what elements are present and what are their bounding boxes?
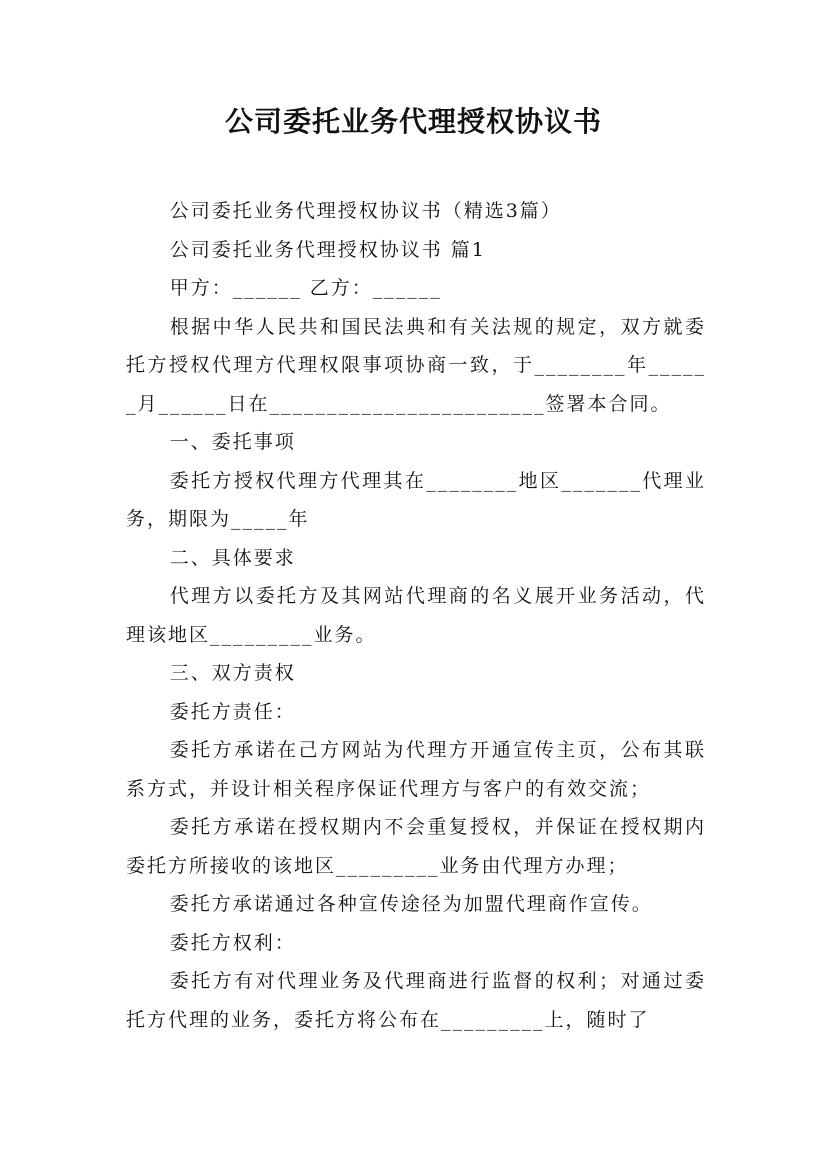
text-segment: 代理业务，期限为 bbox=[126, 469, 706, 530]
text-segment: 日在 bbox=[227, 392, 270, 415]
text-segment: 委托方授权代理方代理其在 bbox=[169, 469, 427, 492]
text-segment: 签署本合同。 bbox=[545, 392, 672, 415]
text-segment: 月 bbox=[137, 392, 159, 415]
text-segment: 年 bbox=[288, 508, 310, 530]
paragraph-principal-duty-2 bbox=[126, 808, 706, 885]
text-segment: 委托方有对代理业务及代理商进行监督的权利；对通过委托方代理的业务，委托方将公布在 bbox=[126, 970, 706, 1031]
paragraph-entrusted-matters bbox=[126, 462, 706, 539]
paragraph-principal-duty-1: 委托方承诺在己方网站为代理方开通宣传主页，公布其联系方式，并设计相关程序保证代理方与客户的有效交流； bbox=[126, 739, 706, 800]
party-a-label: 甲方： bbox=[169, 277, 233, 299]
text-segment: 业务由代理方办理； bbox=[439, 854, 629, 877]
text-segment: 地区 bbox=[518, 469, 562, 492]
place-blank: ________________________ bbox=[269, 392, 546, 415]
paragraph-heading-requirements: 二、具体要求 bbox=[169, 546, 296, 569]
text-segment: 代理方以委托方及其网站代理商的名义展开业务活动，代理该地区 bbox=[126, 585, 706, 646]
text-segment: 上，随时了 bbox=[544, 1008, 650, 1031]
month-blank: ______ bbox=[126, 354, 706, 415]
paragraph-principal-rights bbox=[126, 962, 706, 1039]
paragraph-principal-duty-3: 委托方承诺通过各种宣传途径为加盟代理商作宣传。 bbox=[169, 893, 653, 915]
text-segment: 根据中华人民共和国民法典和有关法规的规定，双方就委托方授权代理方代理权限事项协商一致，于 bbox=[126, 315, 706, 376]
region-blank: ________ bbox=[426, 469, 519, 492]
party-b-blank: ______ bbox=[372, 277, 442, 299]
text-segment: 年 bbox=[626, 354, 649, 376]
publish-location-blank: _________ bbox=[441, 1008, 545, 1031]
text-segment: 委托方承诺在授权期内不会重复授权，并保证在授权期内委托方所接收的该地区 bbox=[126, 816, 706, 877]
paragraph-section-heading: 公司委托业务代理授权协议书 篇1 bbox=[169, 238, 486, 261]
term-blank: _____ bbox=[231, 508, 289, 530]
region-business-blank: _________ bbox=[210, 623, 314, 646]
paragraph-heading-entrusted-matters: 一、委托事项 bbox=[169, 431, 296, 453]
document-body bbox=[126, 192, 706, 1039]
text-segment: 业务。 bbox=[313, 623, 377, 646]
region-business-blank: _________ bbox=[336, 854, 440, 877]
party-b-label: 乙方： bbox=[301, 277, 373, 299]
paragraph-parties bbox=[126, 269, 706, 308]
paragraph-principal-rights-heading: 委托方权利： bbox=[169, 931, 296, 954]
paragraph-agreement-basis bbox=[126, 308, 706, 424]
paragraph-requirements bbox=[126, 577, 706, 654]
document-title: 公司委托业务代理授权协议书 bbox=[224, 105, 602, 138]
business-blank: _______ bbox=[561, 469, 642, 492]
paragraph-heading-responsibilities: 三、双方责权 bbox=[169, 662, 296, 684]
party-a-blank: ______ bbox=[232, 277, 302, 299]
year-blank: ________ bbox=[534, 354, 627, 376]
paragraph-subtitle: 公司委托业务代理授权协议书（精选3篇） bbox=[169, 200, 562, 222]
paragraph-principal-duties-heading: 委托方责任： bbox=[169, 700, 296, 723]
day-blank: ______ bbox=[158, 392, 228, 415]
